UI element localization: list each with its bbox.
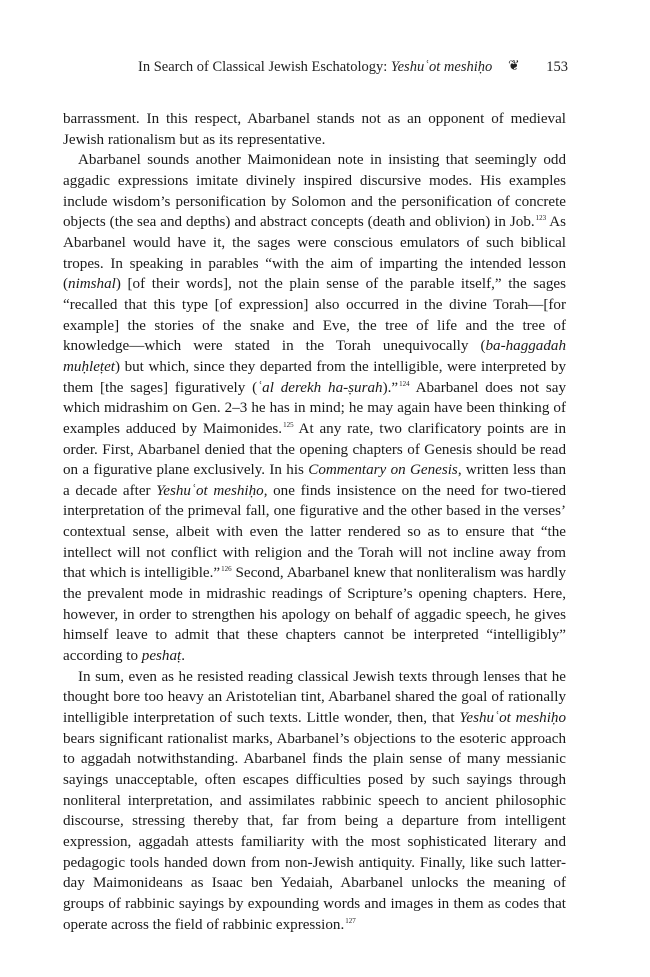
footnote-ref-126[interactable]: 126 <box>221 565 232 574</box>
italic-term: Yeshuʿot meshiḥo <box>156 482 264 499</box>
paragraph-2 <box>63 150 566 666</box>
text-run: In sum, even as he resisted reading classical Jewish texts through lenses that he thought bore too heavy an Aristotelian tint, Abarbanel shared the goal of rationally intelligible interpretation of such texts. Little wonder, then, that <box>63 668 566 727</box>
body-text <box>63 109 566 935</box>
italic-term: Yeshuʿot meshiḥo <box>459 710 566 727</box>
text-run: ) but which, since they departed from the intelligible, were interpreted by them [the sages] figuratively ( <box>63 358 566 396</box>
text-run: As Abarbanel would have it, the sages were conscious emulators of such biblical tropes. In speaking in parables “with the aim of imparting the intended lesson ( <box>63 214 567 293</box>
text-run: Abarbanel does not say which midrashim on Gen. 2–3 he has in mind; he may again have been thinking of examples adduced by Maimonides. <box>63 379 566 437</box>
text-run: Abarbanel sounds another Maimonidean note in insisting that seemingly odd aggadic expressions imitate divinely inspired discursive modes. His examples include wisdom’s personification by Solomon and the personification of concrete objects (the sea and depths) and abstract concepts (death and oblivion) in Job. <box>63 152 566 231</box>
paragraph-1 <box>63 109 566 150</box>
italic-term: nimshal <box>68 276 116 293</box>
text-run: , one finds insistence on the need for two-tiered interpretation of the primeval fall, one figurative and the other based in the verses’ contextual sense, albeit with even the latter rendered so as to ensure that “the intellect will not conflict with religion and the Torah will not incline away from that which is intelligible.” <box>63 482 566 582</box>
page-header <box>138 57 568 77</box>
text-run: bears significant rationalist marks, Abarbanel’s objections to the esoteric approach to aggadah notwithstanding. Abarbanel finds the plain sense of many messianic sayings unacceptable, often escapes difficulties posed by such sayings through nonliteral interpretation, and assimilates rabbinic speech to ancient philosophic discourse, stressing thereby that, far from being a departure from intelligent expression, aggadah attests familiarity with the most sophisticated literary and pedagogic tools handed down from non-Jewish antiquity. Finally, like such latter-day Maimonideans as Isaac ben Yedaiah, Abarbanel unlocks the meaning of groups of rabbinic sayings by expounding words and images in them as codes that operate across the field of rabbinic expression. <box>63 730 566 933</box>
text-run: At any rate, two clarificatory points are in order. First, Abarbanel denied that the opening chapters of Genesis should be read on a figurative plane exclusively. In his <box>63 420 566 479</box>
footnote-ref-127[interactable]: 127 <box>345 916 356 925</box>
text-run: barrassment. In this respect, Abarbanel stands not as an opponent of medieval Jewish rationalism but as its representative. <box>63 111 566 148</box>
text-run: , written less than a decade after <box>63 462 566 499</box>
text-run: ) [of their words], not the plain sense of the parable itself,” the sages “recalled that this type [of expression] also occurred in the divine Torah—[for example] the stories of the snake and Eve, the tree of life and the tree of knowledge—which were stated in the Torah unequivocally ( <box>63 276 566 355</box>
footnote-ref-123[interactable]: 123 <box>535 214 547 223</box>
italic-term: peshaṭ <box>141 648 182 665</box>
paragraph-3 <box>63 667 566 936</box>
running-head-italic-title: Yeshuʿot meshiḥo <box>390 59 493 75</box>
footnote-ref-125[interactable]: 125 <box>283 420 294 429</box>
italic-term: ba-haggadah muḥleṭet <box>63 338 566 375</box>
page-number: 153 <box>546 59 568 75</box>
running-head-prefix: In Search of Classical Jewish Eschatology: <box>138 59 391 75</box>
text-run: ).” <box>382 379 399 396</box>
running-head <box>138 57 492 77</box>
text-run: . <box>181 648 185 665</box>
italic-term: Commentary on Genesis <box>308 462 458 479</box>
footnote-ref-124[interactable]: 124 <box>399 379 410 388</box>
ornament-icon: ❦ <box>508 59 520 74</box>
text-run: Second, Abarbanel knew that nonliteralism was hardly the prevalent mode in midrashic readings of Scripture’s opening chapters. Here, however, in order to strengthen his apology on behalf of aggadic speech, he gives himself leave to admit that these chapters cannot be interpreted “intelligibly” according to <box>63 565 566 665</box>
italic-term: ʿal derekh ha-ṣurah <box>257 379 383 396</box>
